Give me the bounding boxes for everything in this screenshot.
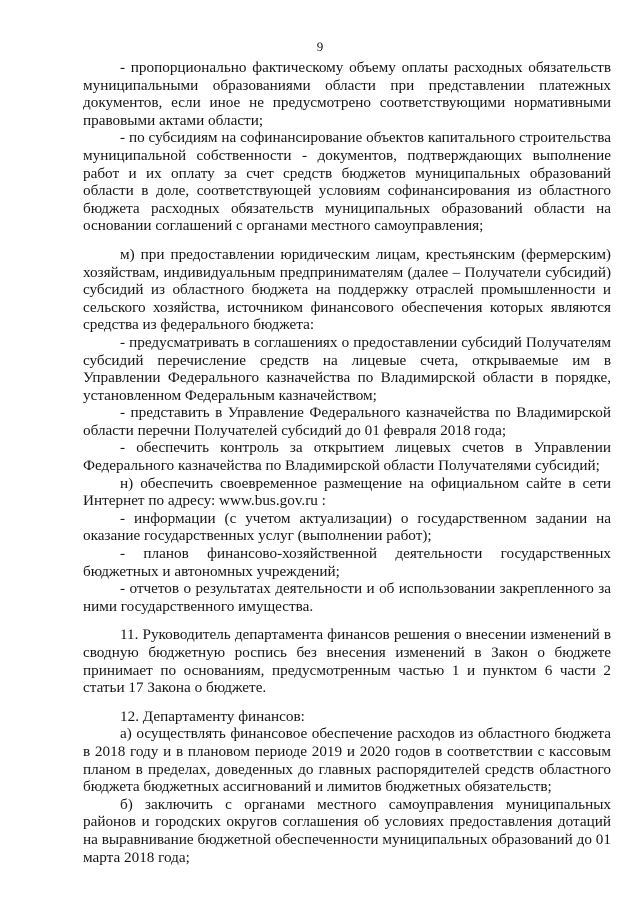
paragraph-item-m: м) при предоставлении юридическим лицам, крестьянским (фермерским) хозяйствам, индивидуальным предпринимателям (далее – Получатели субсидий) субсидий из областного бюджета на поддержку отраслей промышленности и сельского хозяйства, источником финансового обеспечения которых являются средства из федерального бюджета: xyxy=(83,245,611,334)
paragraph-cofinancing-subsidies: - по субсидиям на софинансирование объектов капитального строительства муниципальной собственности - документов, подтверждающих выполнение работ и их оплату за счет средств бюджетов муниципальных образований области в доле, соответствующей условиям софинансирования из областного бюджета расходных обязательств муниципальных образований области на основании соглашений с органами местного самоуправления; xyxy=(83,129,611,235)
paragraph-recipient-lists: - представить в Управление Федерального казначейства по Владимирской области перечни Получателей субсидий до 01 февраля 2018 года; xyxy=(83,404,611,439)
paragraph-item-11: 11. Руководитель департамента финансов решения о внесении изменений в сводную бюджетную роспись без внесения изменений в Закон о бюджете принимает по основаниям, предусмотренным частью 1 и пунктом 6 части 2 статьи 17 Закона о бюджете. xyxy=(83,626,611,697)
paragraph-account-control: - обеспечить контроль за открытием лицевых счетов в Управлении Федерального казначейства по Владимирской области Получателями субсидий; xyxy=(83,439,611,475)
paragraph-state-task-info: - информации (с учетом актуализации) о государственном задании на оказание государственных услуг (выполнении работ); xyxy=(83,509,611,545)
paragraph-item-12b: б) заключить с органами местного самоуправления муниципальных районов и городских округов соглашения об условиях предоставления дотаций на выравнивание бюджетной обеспеченности муниципальных образований до 01 марта 2018 года; xyxy=(83,795,611,866)
paragraph-item-12a: а) осуществлять финансовое обеспечение расходов из областного бюджета в 2018 году и в плановом периоде 2019 и 2020 годов в соответствии с кассовым планом в пределах, доведенных до главных распорядителей средств областного бюджета бюджетных ассигнований и лимитов бюджетных обязательств; xyxy=(83,725,611,796)
paragraph-item-n: н) обеспечить своевременное размещение на официальном сайте в сети Интернет по адресу: www.bus.gov.ru : xyxy=(83,474,611,510)
page-number: 9 xyxy=(316,39,324,54)
paragraph-activity-plans: - планов финансово-хозяйственной деятельности государственных бюджетных и автономных учреждений; xyxy=(83,545,611,580)
paragraph-proportional-payment: - пропорционально фактическому объему оплаты расходных обязательств муниципальными образованиями области при представлении платежных документов, если иное не предусмотрено соответствующими нормативными правовыми актами области; xyxy=(83,59,611,129)
paragraph-agreements-accounts: - предусматривать в соглашениях о предоставлении субсидий Получателям субсидий перечисление средств на лицевые счета, открываемые им в Управлении Федерального казначейства по Владимирской области в порядке, установленном Федеральным казначейством; xyxy=(83,333,611,404)
paragraph-activity-reports: - отчетов о результатах деятельности и об использовании закрепленного за ними государственного имущества. xyxy=(83,580,611,615)
paragraph-item-12: 12. Департаменту финансов: xyxy=(120,707,305,725)
document-body xyxy=(83,59,611,866)
